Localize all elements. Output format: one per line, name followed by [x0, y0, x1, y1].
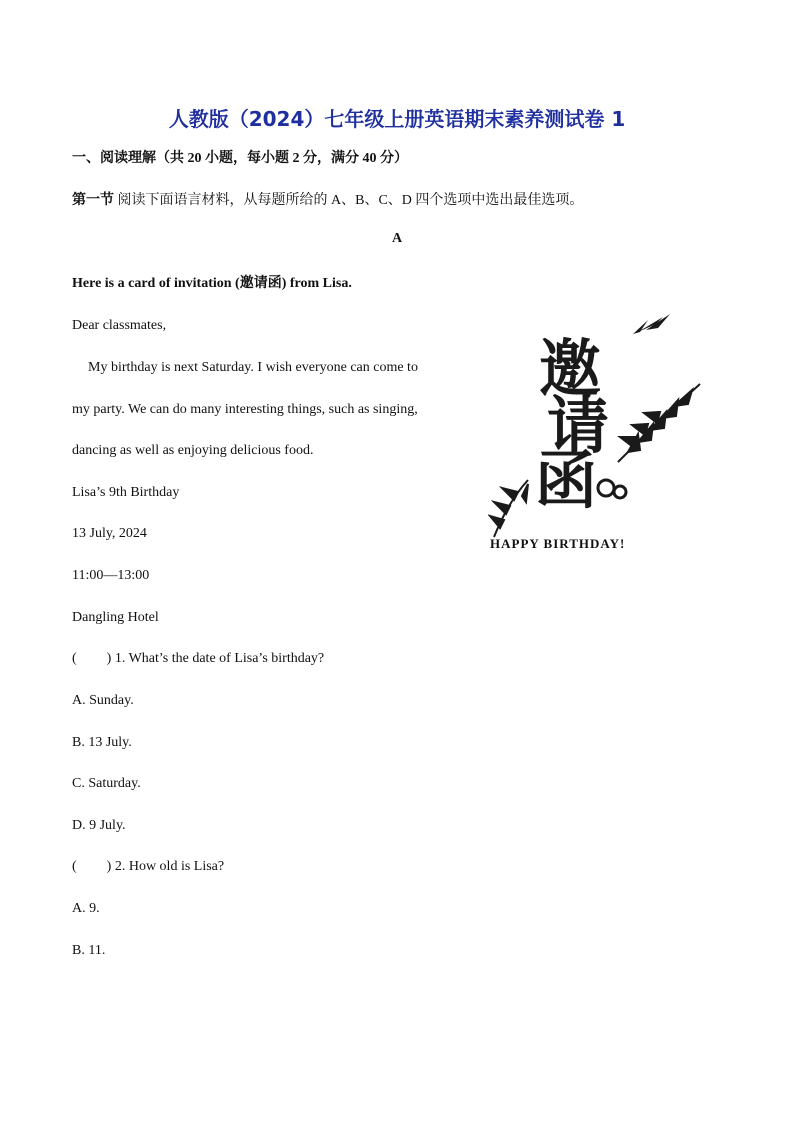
question-1	[72, 649, 324, 669]
option-item: A. Sunday.	[72, 693, 134, 708]
question-text: ) 1. What’s the date of Lisa’s birthday?	[106, 651, 325, 666]
invitation-char: 邀	[538, 332, 602, 405]
letter-greeting: Dear classmates,	[72, 318, 167, 333]
invitation-image	[488, 312, 708, 562]
answer-bracket-open: (	[72, 651, 77, 666]
part-text: 阅读下面语言材料，从每题所给的 A、B、C、D 四个选项中选出最佳选项。	[114, 193, 584, 208]
option-item: B. 13 July.	[72, 735, 132, 750]
image-caption: HAPPY BIRTHDAY!	[490, 536, 626, 551]
event-detail: 13 July, 2024	[72, 526, 147, 541]
answer-bracket-open: (	[72, 859, 77, 874]
option-item: A. 9.	[72, 901, 100, 916]
section-instruction	[72, 191, 583, 211]
invitation-char: 函	[534, 444, 598, 517]
event-detail: 11:00—13:00	[72, 568, 150, 583]
event-detail: Lisa’s 9th Birthday	[72, 485, 180, 500]
question-2	[72, 857, 224, 877]
leaf-icon	[618, 384, 700, 462]
option-item: D. 9 July.	[72, 818, 126, 833]
passage-intro: Here is a card of invitation (邀请函) from Lisa.	[72, 276, 352, 291]
letter-body-line: My birthday is next Saturday. I wish everyone can come to	[88, 360, 418, 375]
letter-body-line: my party. We can do many interesting things, such as singing,	[72, 402, 418, 417]
option-item: B. 11.	[72, 943, 106, 958]
leaf-icon	[633, 314, 670, 334]
option-item: C. Saturday.	[72, 776, 141, 791]
question-text: ) 2. How old is Lisa?	[106, 859, 225, 874]
event-detail: Dangling Hotel	[72, 610, 159, 625]
passage-letter: A	[391, 231, 403, 246]
section-heading: 一、阅读理解（共 20 小题，每小题 2 分，满分 40 分）	[72, 151, 408, 166]
part-label: 第一节	[72, 193, 114, 208]
invitation-char: 请	[546, 389, 610, 462]
letter-body-line: dancing as well as enjoying delicious food.	[72, 443, 314, 458]
page-title: 人教版（2024）七年级上册英语期末素养测试卷 1	[168, 107, 626, 131]
cloud-icon	[598, 480, 626, 498]
leaf-icon	[490, 480, 528, 537]
